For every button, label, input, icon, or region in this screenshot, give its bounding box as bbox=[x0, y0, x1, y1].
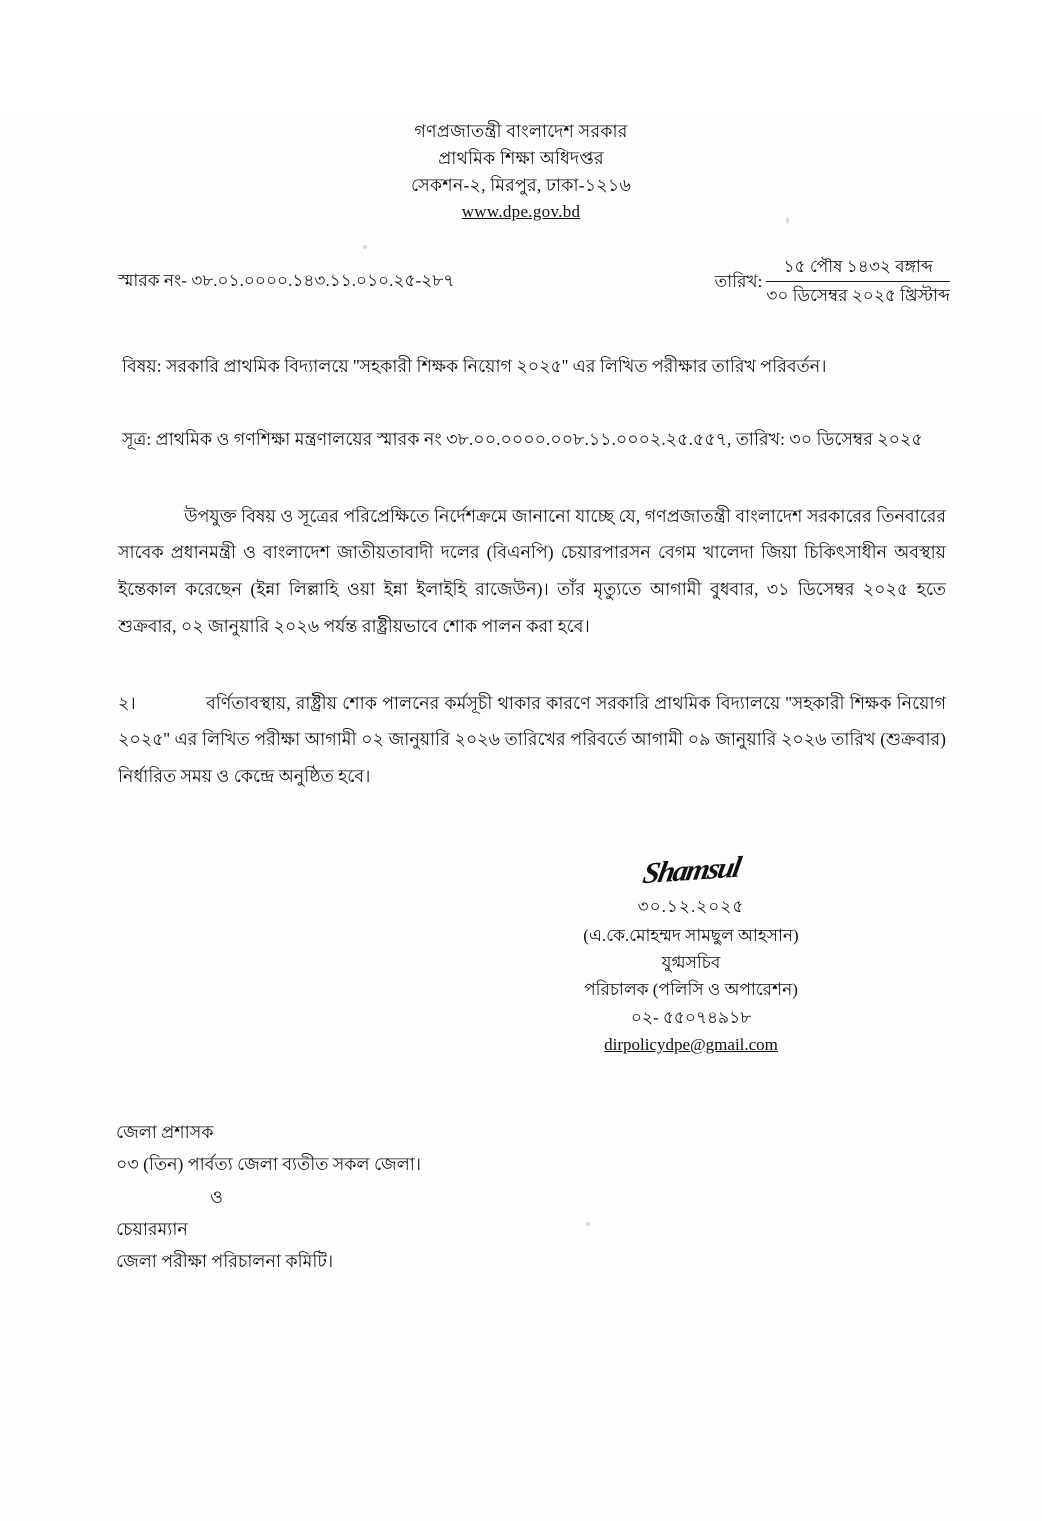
signature-date: ৩০.১২.২০২৫ bbox=[637, 896, 745, 916]
distribution-line-4: জেলা পরীক্ষা পরিচালনা কমিটি। bbox=[116, 1251, 334, 1272]
signatory-office: পরিচালক (পলিসি ও অপারেশন) bbox=[584, 980, 798, 1000]
distribution-line-3: চেয়ারম্যান bbox=[116, 1219, 188, 1240]
body-paragraph-2 bbox=[0, 685, 1042, 795]
letterhead-website-link[interactable]: www.dpe.gov.bd bbox=[461, 202, 581, 222]
signatory-name: (এ.কে.মোহম্মদ সামছুল আহসান) bbox=[583, 926, 799, 946]
memo-number: স্মারক নং- ৩৮.০১.০০০০.১৪৩.১১.০১০.২৫-২৮৭ bbox=[118, 270, 455, 290]
scan-speck bbox=[586, 1222, 590, 1226]
signatory-designation: যুগ্মসচিব bbox=[661, 953, 721, 973]
date-block bbox=[715, 256, 950, 308]
signature-block bbox=[0, 847, 1042, 1058]
reference-row bbox=[0, 256, 1042, 308]
handwritten-signature: Shamsul bbox=[640, 850, 742, 891]
distribution-list bbox=[0, 1116, 1042, 1278]
distribution-line-1: জেলা প্রশাসক bbox=[116, 1121, 214, 1142]
subject-line: বিষয়: সরকারি প্রাথমিক বিদ্যালয়ে ''সহকারী শিক্ষক নিয়োগ ২০২৫'' এর লিখিত পরীক্ষার তারিখ পরিবর্তন। bbox=[122, 355, 827, 376]
paragraph-number: ২। bbox=[118, 692, 136, 713]
letterhead-line-government: গণপ্রজাতন্ত্রী বাংলাদেশ সরকার bbox=[414, 121, 628, 141]
date-english: ৩০ ডিসেম্বর ২০২৫ খ্রিস্টাব্দ bbox=[766, 285, 950, 305]
signatory-email-link[interactable]: dirpolicydpe@gmail.com bbox=[604, 1034, 778, 1054]
scan-speck bbox=[363, 245, 367, 249]
distribution-line-2: ০৩ (তিন) পার্বত্য জেলা ব্যতীত সকল জেলা। bbox=[116, 1154, 422, 1175]
source-line: সূত্র: প্রাথমিক ও গণশিক্ষা মন্ত্রণালয়ের স্মারক নং ৩৮.০০.০০০০.০০৮.১১.০০০২.২৫.৫৫৭, তারিখ: ৩০ ডিসেম্বর ২০২৫ bbox=[122, 428, 923, 449]
letterhead-line-department: প্রাথমিক শিক্ষা অধিদপ্তর bbox=[438, 148, 604, 169]
scan-speck bbox=[786, 217, 789, 224]
document-page bbox=[0, 118, 1042, 1521]
distribution-conjunction: ও bbox=[210, 1186, 223, 1207]
signatory-phone: ০২- ৫৫০৭৪৯১৮ bbox=[630, 1007, 752, 1027]
letterhead-line-address: সেকশন-২, মিরপুর, ঢাকা-১২১৬ bbox=[410, 175, 632, 196]
body-paragraph-1: উপযুক্ত বিষয় ও সূত্রের পরিপ্রেক্ষিতে নির্দেশক্রমে জানানো যাচ্ছে যে, গণপ্রজাতন্ত্রী বাংলাদেশ সরকারের তিনবারের সাবেক প্রধানমন্ত্রী ও বাংলাদেশ জাতীয়তাবাদী দলের (বিএনপি) চেয়ারপারসন বেগম খালেদা জিয়া চিকিৎসাধীন অবস্থায় ইন্তেকাল করেছেন (ইন্না লিল্লাহি ওয়া ইন্না ইলাইহি রাজেউন)। তাঁর মৃত্যুতে আগামী বুধবার, ৩১ ডিসেম্বর ২০২৫ হতে শুক্রবার, ০২ জানুয়ারি ২০২৬ পর্যন্ত রাষ্ট্রীয়ভাবে শোক পালন করা হবে। bbox=[118, 505, 946, 636]
date-label: তারিখ: bbox=[714, 271, 763, 291]
date-stack bbox=[766, 256, 950, 308]
date-bangla: ১৫ পৌষ ১৪৩২ বঙ্গাব্দ bbox=[766, 256, 950, 282]
letterhead bbox=[0, 118, 1042, 226]
paragraph-text: বর্ণিতাবস্থায়, রাষ্ট্রীয় শোক পালনের কর্মসূচী থাকার কারণে সরকারি প্রাথমিক বিদ্যালয়ে ''সহকারী শিক্ষক নিয়োগ ২০২৫'' এর লিখিত পরীক্ষা আগামী ০২ জানুয়ারি ২০২৬ তারিখের পরিবর্তে আগামী ০৯ জানুয়ারি ২০২৬ তারিখ (শুক্রবার) নির্ধারিত সময় ও কেন্দ্রে অনুষ্ঠিত হবে। bbox=[118, 692, 946, 787]
